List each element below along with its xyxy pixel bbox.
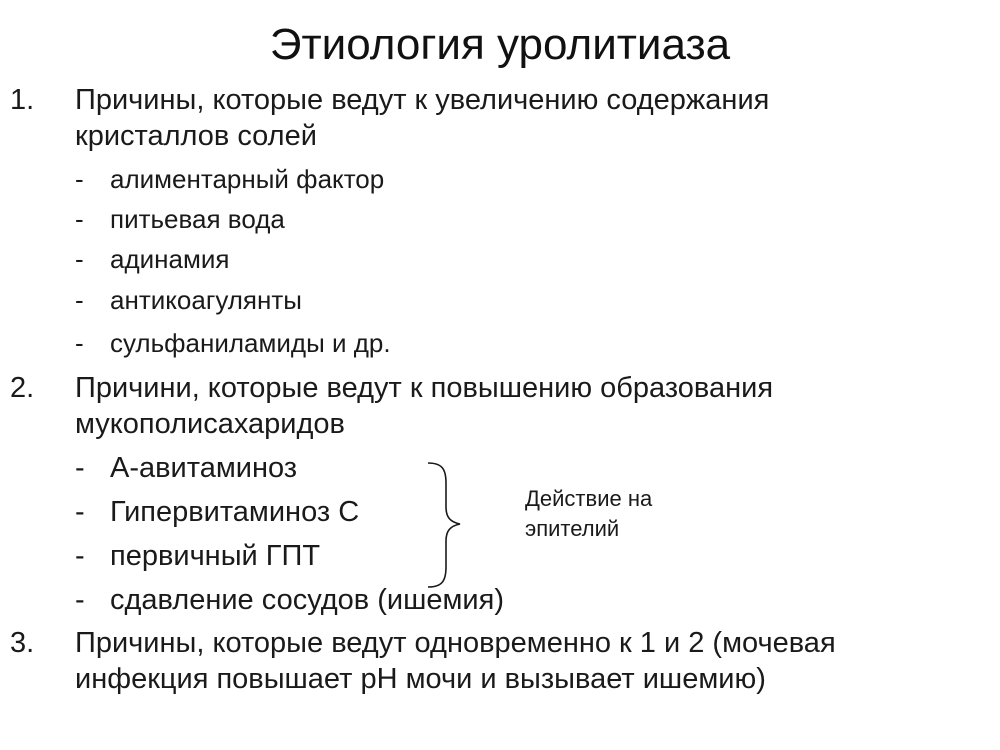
item-2-sub-2-text: Гипервитаминоз С — [110, 496, 360, 528]
curly-brace-icon — [420, 455, 480, 595]
item-1-sub-2 — [75, 203, 285, 235]
item-1-text — [75, 82, 975, 154]
dash: - — [75, 164, 84, 194]
brace-note-line-2: эпителий — [525, 516, 620, 541]
item-3-text — [75, 625, 975, 697]
item-1-sub-1-text: алиментарный фактор — [110, 164, 385, 194]
item-1-line-1: Причины, которые ведут к увеличению содержания — [75, 84, 770, 116]
item-1-sub-5-text: сульфаниламиды и др. — [110, 328, 391, 358]
item-2-sub-3 — [75, 538, 320, 574]
item-1-line-2: кристаллов солей — [75, 120, 317, 152]
dash: - — [75, 452, 85, 484]
slide-title: Этиология уролитиаза — [269, 20, 731, 69]
item-2-sub-4-text: сдавление сосудов (ишемия) — [110, 584, 504, 616]
item-2-text — [75, 370, 975, 442]
dash: - — [75, 244, 84, 274]
item-1-sub-1 — [75, 163, 384, 195]
dash: - — [75, 540, 85, 572]
item-1-sub-4 — [75, 284, 302, 316]
item-3-line-1: Причины, которые ведут одновременно к 1 и 2 (мочевая — [75, 627, 836, 659]
item-2-sub-1-text: А-авитаминоз — [110, 452, 298, 484]
item-1-sub-5 — [75, 327, 391, 359]
item-1-sub-4-text: антикоагулянты — [110, 285, 302, 315]
item-3-number: 3. — [10, 627, 35, 659]
item-1-sub-3 — [75, 243, 229, 275]
item-2-sub-3-text: первичный ГПТ — [110, 540, 321, 572]
dash: - — [75, 328, 84, 358]
brace-note — [525, 484, 652, 544]
item-1-number: 1. — [10, 84, 35, 116]
item-1-sub-3-text: адинамия — [110, 244, 230, 274]
item-2-sub-1 — [75, 450, 297, 486]
item-2-sub-2 — [75, 494, 359, 530]
dash: - — [75, 584, 85, 616]
item-2-line-2: мукополисахаридов — [75, 408, 345, 440]
dash: - — [75, 204, 84, 234]
item-1-sub-2-text: питьевая вода — [110, 204, 285, 234]
item-2-line-1: Причини, которые ведут к повышению образования — [75, 372, 774, 404]
brace-note-line-1: Действие на — [525, 486, 653, 511]
item-3-line-2: инфекция повышает рН мочи и вызывает ишемию) — [75, 663, 766, 695]
item-2-number: 2. — [10, 372, 35, 404]
dash: - — [75, 496, 85, 528]
dash: - — [75, 285, 84, 315]
